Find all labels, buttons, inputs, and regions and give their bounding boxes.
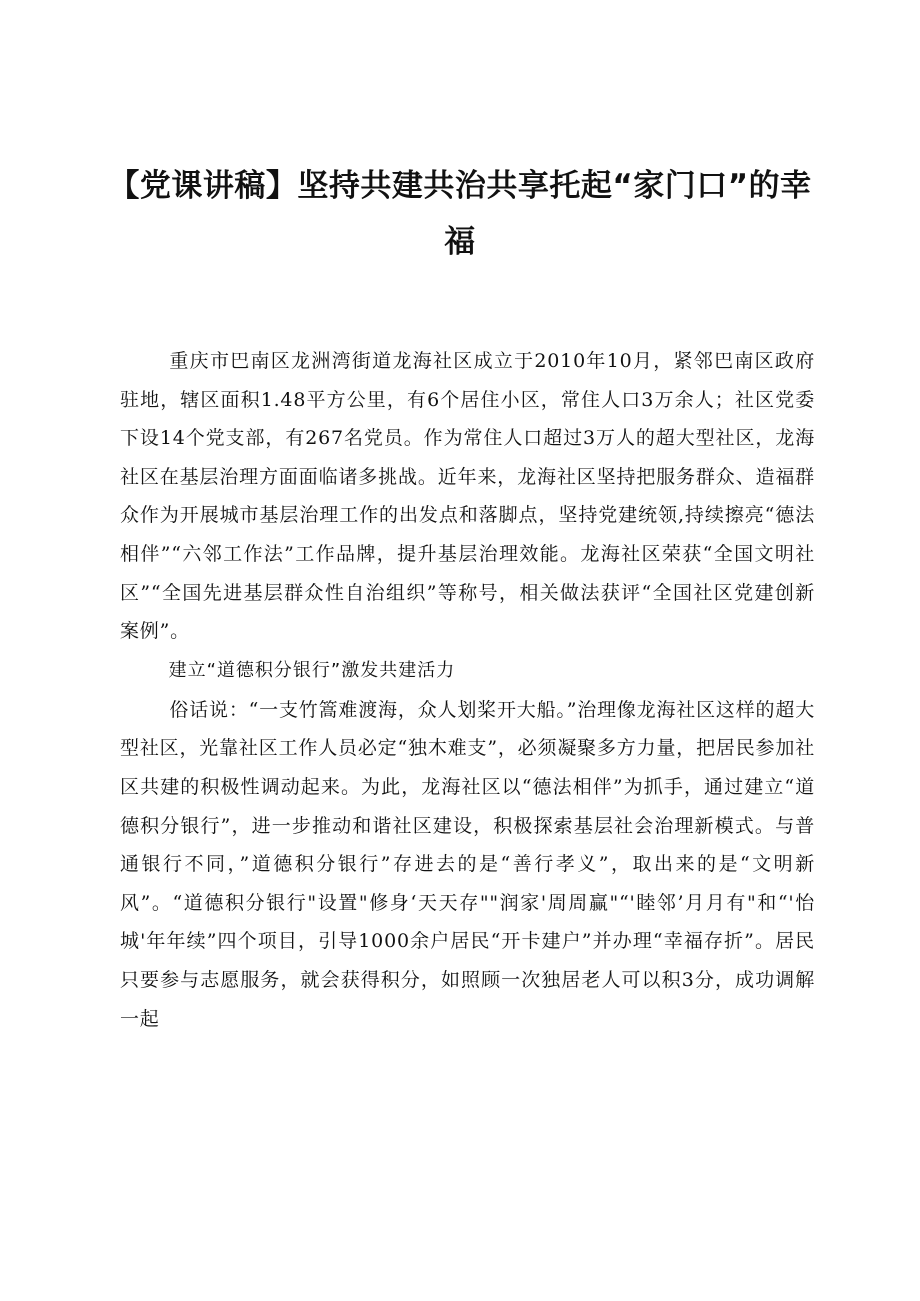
document-body bbox=[120, 342, 815, 1038]
paragraph-intro: 重庆市巴南区龙洲湾街道龙海社区成立于2010年10月，紧邻巴南区政府驻地，辖区面积1.48平方公里，有6个居住小区，常住人口3万余人；社区党委下设14个党支部，有267名党员。作为常住人口超过3万人的超大型社区，龙海社区在基层治理方面面临诸多挑战。近年来，龙海社区坚持把服务群众、造福群众作为开展城市基层治理工作的出发点和落脚点，坚持党建统领,持续擦亮“德法相伴”“六邻工作法”工作品牌，提升基层治理效能。龙海社区荣获“全国文明社区”“全国先进基层群众性自治组织”等称号，相关做法获评“全国社区党建创新案例”。 bbox=[120, 350, 815, 643]
document-title: 【党课讲稿】坚持共建共治共享托起“家门口”的幸福 bbox=[108, 168, 812, 260]
paragraph-moral-bank: 俗话说：“一支竹篙难渡海，众人划桨开大船。”治理像龙海社区这样的超大型社区，光靠社区工作人员必定“独木难支”，必须凝聚多方力量，把居民参加社区共建的积极性调动起来。为此，龙海社区以“德法相伴”为抓手，通过建立“道德积分银行”，进一步推动和谐社区建设，积极探索基层社会治理新模式。与普通银行不同，”道德积分银行”存进去的是“善行孝义”，取出来的是“文明新风”。“道德积分银行"设置"修身‘天天存""润家'周周赢"“'睦邻’月月有"和“'怡城'年年续”四个项目，引导1000余户居民“开卡建户”并办理“幸福存折”。居民只要参与志愿服务，就会获得积分，如照顾一次独居老人可以积3分，成功调解一起 bbox=[120, 698, 815, 1030]
section-heading: 建立“道德积分银行”激发共建活力 bbox=[168, 659, 456, 681]
